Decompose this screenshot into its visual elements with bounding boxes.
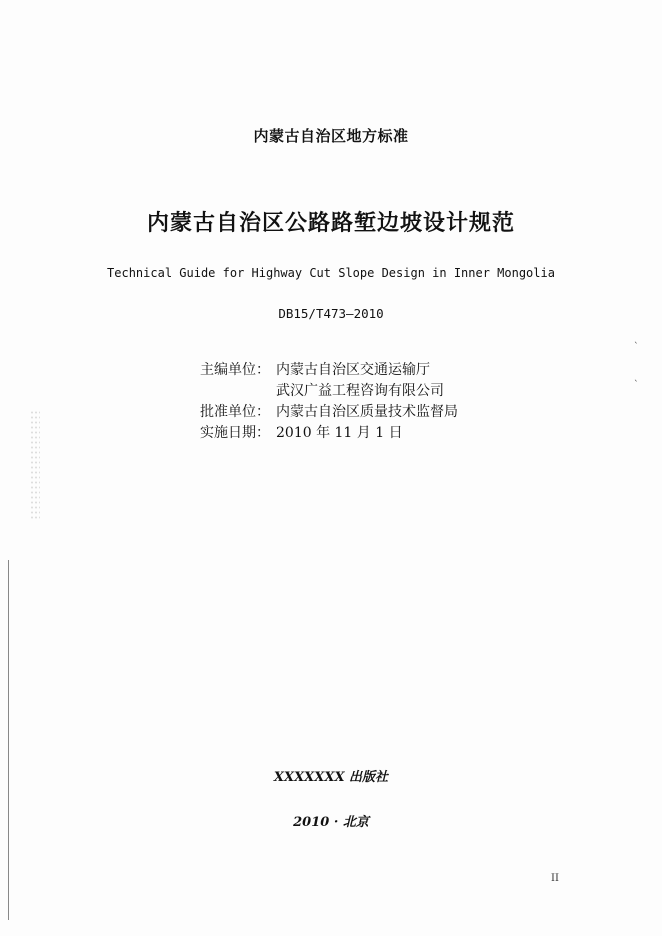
- document-title-cn: 内蒙古自治区公路路堑边坡设计规范: [146, 211, 515, 236]
- info-label: 批准单位：: [200, 404, 270, 420]
- info-value: 2010 年 11 月 1 日: [276, 425, 403, 441]
- standard-category: 内蒙古自治区地方标准: [253, 127, 409, 145]
- document-title-en: Technical Guide for Highway Cut Slope Design in Inner Mongolia: [107, 266, 555, 280]
- publication-year-place: 2010 · 北京: [293, 815, 369, 830]
- page-number: II: [551, 873, 559, 884]
- info-label: 主编单位：: [200, 362, 270, 378]
- scan-mark: ˋ: [634, 342, 639, 352]
- info-row-co-editor: [200, 381, 458, 402]
- info-label: [200, 381, 276, 402]
- info-block: [200, 360, 458, 444]
- info-value: 武汉广益工程咨询有限公司: [276, 383, 444, 399]
- info-value: 内蒙古自治区质量技术监督局: [276, 404, 458, 420]
- info-row-approver: [200, 402, 458, 423]
- scan-mark: ˋ: [634, 380, 639, 390]
- info-label: 实施日期：: [200, 425, 270, 441]
- info-value: 内蒙古自治区交通运输厅: [276, 362, 430, 378]
- info-row-effective-date: [200, 423, 458, 444]
- standard-number: DB15/T473—2010: [278, 306, 384, 321]
- info-row-editor: [200, 360, 458, 381]
- publisher: XXXXXXX 出版社: [273, 770, 389, 785]
- scan-edge-line: [8, 560, 9, 920]
- scan-speckle: [30, 410, 40, 520]
